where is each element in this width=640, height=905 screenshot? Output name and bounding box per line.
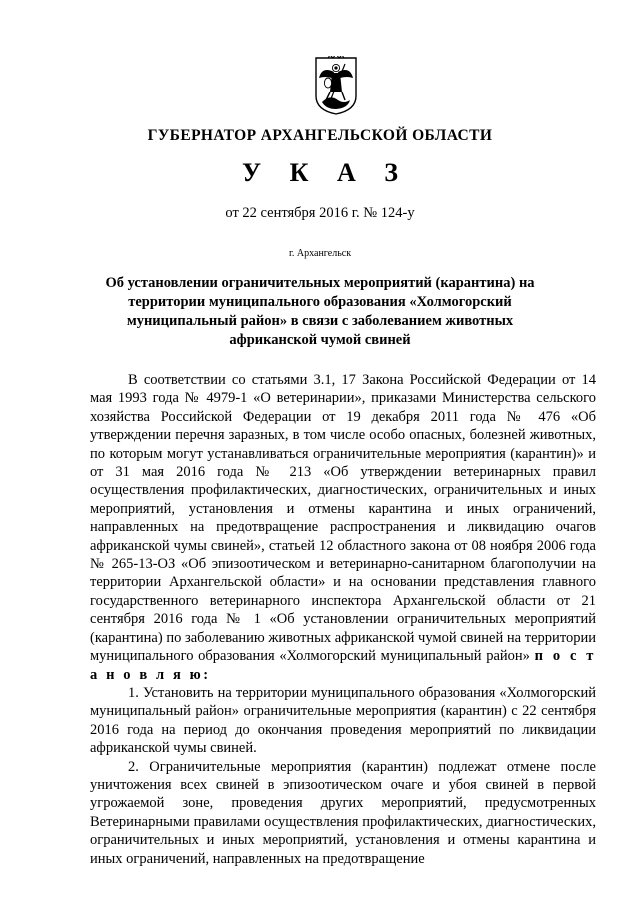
issuer-heading: ГУБЕРНАТОР АРХАНГЕЛЬСКОЙ ОБЛАСТИ [147, 127, 493, 144]
preamble-text: В соответствии со статьями 3.1, 17 Закона Российской Федерации от 14 мая 1993 года № 4979-1 «О ветеринарии», приказами Министерства сельского хозяйства Российской Федерации от 19 декабря 2011 года № 476 «Об утверждении перечня заразных, в том числе особо опасных, болезней животных, по которым могут устанавливаться ограничительные мероприятия (карантин)» и от 31 мая 2016 года № 213 «Об утверждении ветеринарных правил осуществления профилактических, диагностических, ограничительных и иных мероприятий, установления и отмены карантина и иных ограничений, направленных на предотвращение распространения и ликвидацию очагов африканской чумы свиней», статьей 12 областного закона от 08 ноября 2006 года № 265-13-ОЗ «Об эпизоотическом и ветеринарно-санитарном благополучии на территории Архангельской области» и на основании представления главного государственного ветеринарного инспектора Архангельской области от 21 сентября 2016 года № 1 «Об установлении ограничительных мероприятий (карантина) по заболеванию животных африканской чумой свиней на территории муниципального образования «Холмогорский муниципальный район» [90, 372, 596, 665]
date-number-line: от 22 сентября 2016 г. № 124-у [225, 205, 415, 221]
decree-body [90, 371, 596, 868]
document-type-heading: У К А З [242, 158, 409, 187]
city-line: г. Архангельск [288, 248, 352, 259]
item-2-paragraph: 2. Ограничительные мероприятия (карантин) подлежат отмене после уничтожения всех свиней в эпизоотическом очаге и убоя свиней в первой угрожаемой зоне, проведения других мероприятий, предусмотренных Ветеринарными правилами осуществления профилактических, диагностических, ограничительных и иных мероприятий, установления и отмены карантина и иных ограничений, направленных на предотвращение [90, 758, 596, 867]
arkhangelsk-coat-of-arms-icon [314, 56, 358, 116]
item-1-paragraph: 1. Установить на территории муниципального образования «Холмогорский муниципальный район» ограничительные мероприятия (карантин) с 22 сентября 2016 года на период до окончания проведения мероприятий по ликвидации африканской чумы свиней. [90, 684, 596, 757]
preamble-paragraph [90, 371, 596, 684]
decree-title: Об установлении ограничительных мероприятий (карантина) на территории муниципального образования «Холмогорский муниципальный район» в связи с заболеванием животных африканской чумой свиней [105, 275, 535, 348]
decree-word: п о с т а н о в л я ю: [90, 648, 596, 683]
